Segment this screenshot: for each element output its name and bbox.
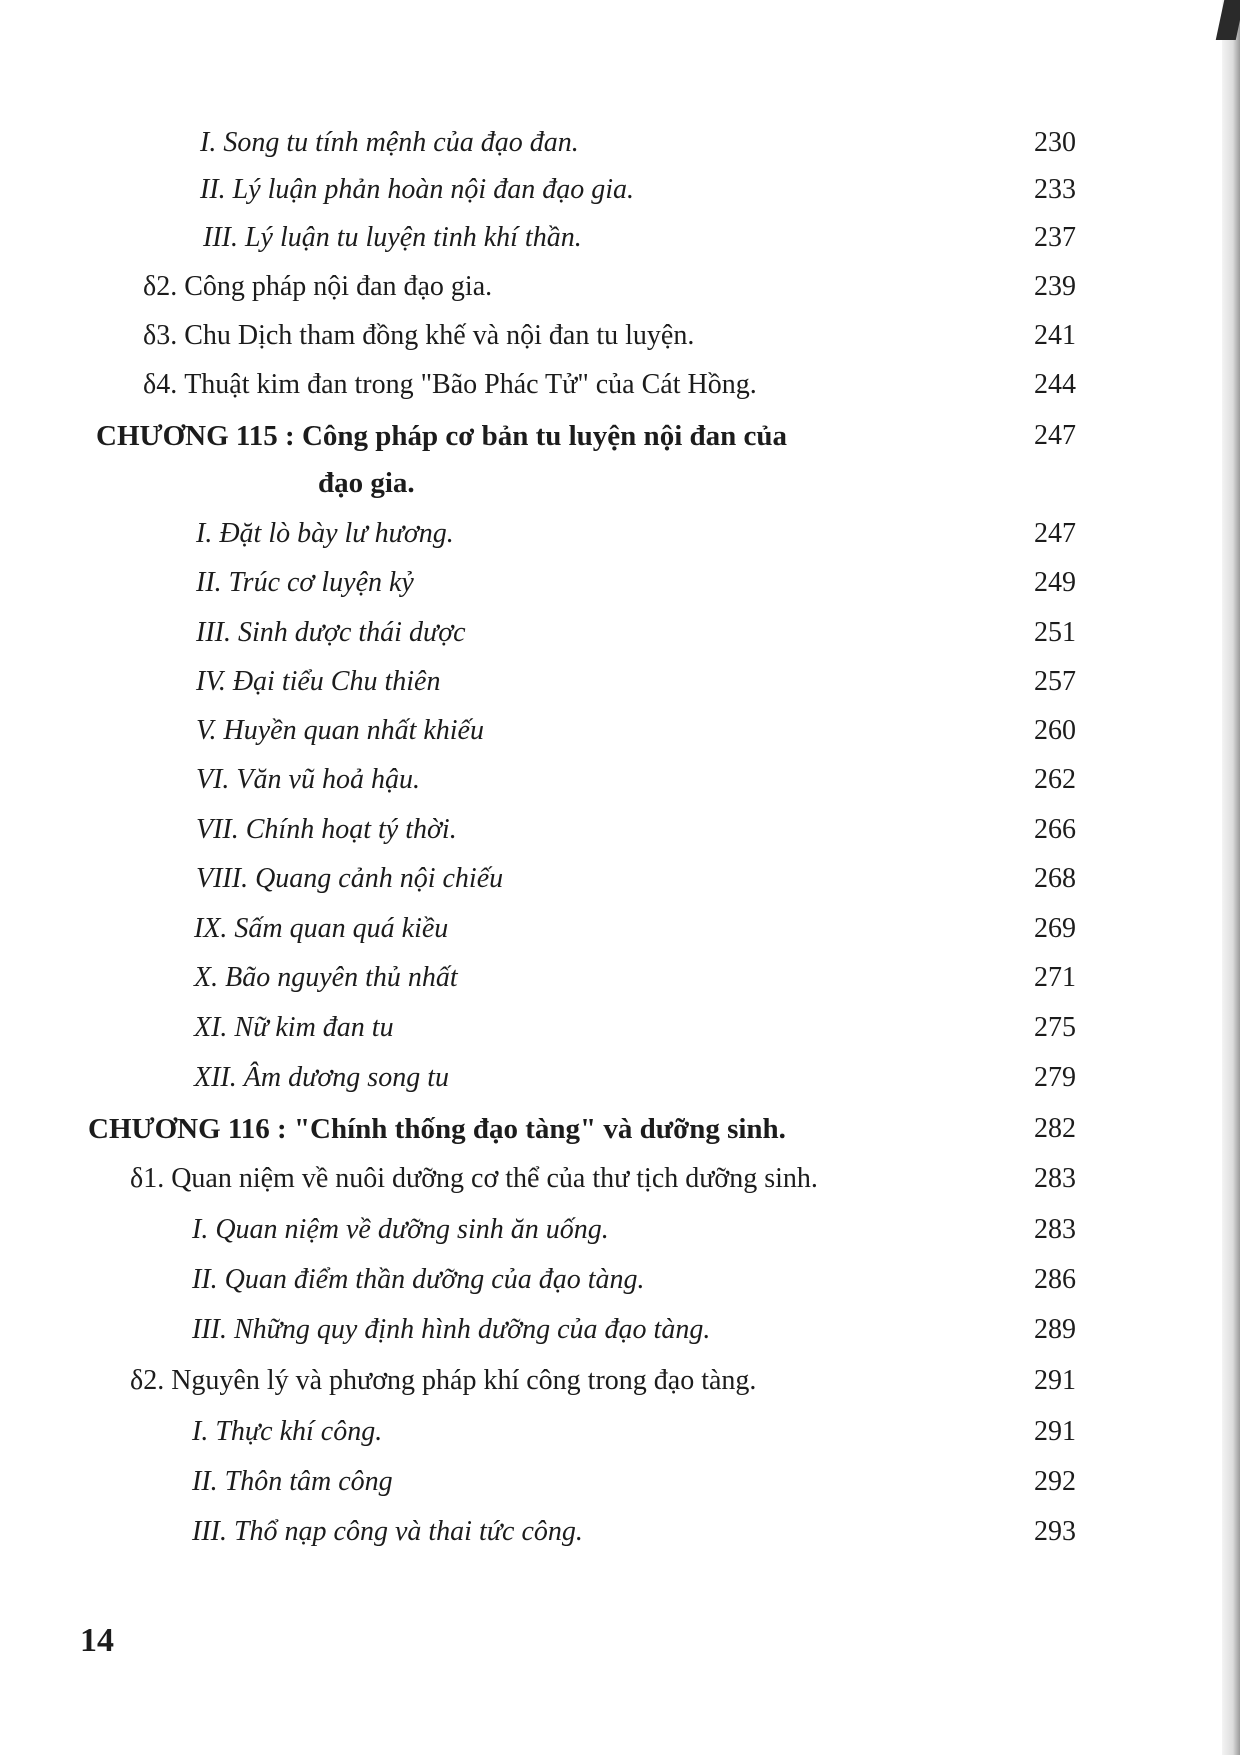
- page-number: 14: [80, 1622, 114, 1659]
- toc-entry: [0, 906, 1240, 952]
- toc-entry-page: 257: [1034, 666, 1076, 697]
- toc-chapter-title-cont: đạo gia.: [318, 467, 415, 499]
- toc-entry: [0, 708, 1240, 754]
- toc-entry-title: VI. Văn vũ hoả hậu.: [196, 764, 420, 795]
- toc-entry-title: II. Lý luận phản hoàn nội đan đạo gia.: [200, 174, 634, 205]
- toc-entry-title: IV. Đại tiểu Chu thiên: [196, 666, 441, 697]
- toc-entry-page: 282: [1034, 1113, 1076, 1144]
- toc-entry-page: 233: [1034, 174, 1076, 205]
- toc-entry: [0, 1459, 1240, 1505]
- toc-entry: [0, 856, 1240, 902]
- toc-entry: [0, 120, 1240, 166]
- toc-entry: [0, 807, 1240, 853]
- toc-entry-page: 289: [1034, 1314, 1076, 1345]
- toc-entry: [0, 659, 1240, 705]
- toc-chapter-continuation: [0, 460, 1240, 506]
- toc-entry-page: 291: [1034, 1416, 1076, 1447]
- toc-entry-title: δ1. Quan niệm về nuôi dưỡng cơ thể của thư tịch dưỡng sinh.: [130, 1163, 818, 1194]
- toc-entry-page: 247: [1034, 518, 1076, 549]
- toc-entry-page: 241: [1034, 320, 1076, 351]
- toc-entry: [0, 560, 1240, 606]
- toc-entry: [0, 264, 1240, 310]
- toc-entry: [0, 1307, 1240, 1353]
- toc-entry-page: 279: [1034, 1062, 1076, 1093]
- toc-entry-title: III. Thổ nạp công và thai tức công.: [192, 1516, 583, 1547]
- toc-entry-title: V. Huyền quan nhất khiếu: [196, 715, 484, 746]
- toc-entry-page: 237: [1034, 222, 1076, 253]
- toc-entry-title: I. Đặt lò bày lư hương.: [196, 518, 454, 549]
- toc-entry-page: 283: [1034, 1214, 1076, 1245]
- toc-entry-title: δ2. Công pháp nội đan đạo gia.: [143, 271, 493, 302]
- toc-entry-title: δ2. Nguyên lý và phương pháp khí công trong đạo tàng.: [130, 1365, 757, 1396]
- toc-entry-title: III. Sinh dược thái dược: [196, 617, 466, 648]
- toc-entry-page: 244: [1034, 369, 1076, 400]
- toc-entry: [0, 362, 1240, 408]
- toc-entry: [0, 955, 1240, 1001]
- toc-entry-page: 268: [1034, 863, 1076, 894]
- toc-entry: [0, 1257, 1240, 1303]
- toc-entry: [0, 313, 1240, 359]
- toc-entry: [0, 1156, 1240, 1202]
- toc-entry-page: 269: [1034, 913, 1076, 944]
- toc-entry-title: III. Lý luận tu luyện tinh khí thần.: [203, 222, 582, 253]
- toc-entry-page: 239: [1034, 271, 1076, 302]
- toc-entry-page: 292: [1034, 1466, 1076, 1497]
- toc-entry-page: 249: [1034, 567, 1076, 598]
- toc-entry-page: 266: [1034, 814, 1076, 845]
- toc-entry-title: IX. Sấm quan quá kiều: [194, 913, 449, 944]
- toc-chapter-title: CHƯƠNG 115 : Công pháp cơ bản tu luyện nội đan của: [96, 420, 788, 452]
- toc-entry-page: 293: [1034, 1516, 1076, 1547]
- toc-entry-title: II. Trúc cơ luyện kỷ: [196, 567, 414, 598]
- toc-entry-title: II. Quan điểm thần dưỡng của đạo tàng.: [192, 1264, 645, 1295]
- toc-entry: [0, 1207, 1240, 1253]
- toc-entry: [0, 610, 1240, 656]
- toc-entry-title: I. Thực khí công.: [192, 1416, 383, 1447]
- toc-entry-page: 247: [1034, 420, 1076, 451]
- toc-entry: [0, 1358, 1240, 1404]
- toc-entry-title: XI. Nữ kim đan tu: [194, 1012, 394, 1043]
- toc-entry: [0, 1509, 1240, 1555]
- toc-entry: [0, 1005, 1240, 1051]
- toc-entry-page: 260: [1034, 715, 1076, 746]
- toc-chapter-title: CHƯƠNG 116 : "Chính thống đạo tàng" và dưỡng sinh.: [88, 1113, 786, 1145]
- toc-entry-title: X. Bão nguyên thủ nhất: [194, 962, 458, 993]
- toc-entry: [0, 215, 1240, 261]
- toc-entry-title: VIII. Quang cảnh nội chiếu: [196, 863, 504, 894]
- toc-entry-page: 251: [1034, 617, 1076, 648]
- toc-chapter: [0, 413, 1240, 459]
- toc-entry: [0, 757, 1240, 803]
- toc-entry-page: 271: [1034, 962, 1076, 993]
- toc-entry-page: 230: [1034, 127, 1076, 158]
- toc-entry-title: XII. Âm dương song tu: [194, 1062, 449, 1093]
- toc-entry-title: I. Quan niệm về dưỡng sinh ăn uống.: [192, 1214, 609, 1245]
- toc-entry-title: III. Những quy định hình dưỡng của đạo tàng.: [192, 1314, 711, 1345]
- toc-entry-title: II. Thôn tâm công: [192, 1466, 393, 1497]
- toc-entry-page: 275: [1034, 1012, 1076, 1043]
- corner-mark: [1216, 0, 1240, 40]
- toc-entry-page: 283: [1034, 1163, 1076, 1194]
- toc-entry-page: 291: [1034, 1365, 1076, 1396]
- toc-chapter: [0, 1106, 1240, 1152]
- toc-entry-title: δ4. Thuật kim đan trong "Bão Phác Tử" của Cát Hồng.: [143, 369, 757, 400]
- toc-entry: [0, 511, 1240, 557]
- toc-entry-page: 286: [1034, 1264, 1076, 1295]
- toc-entry: [0, 1409, 1240, 1455]
- toc-entry-title: I. Song tu tính mệnh của đạo đan.: [200, 127, 579, 158]
- toc-entry: [0, 167, 1240, 213]
- toc-entry-title: VII. Chính hoạt tý thời.: [196, 814, 457, 845]
- toc-entry: [0, 1055, 1240, 1101]
- toc-entry-title: δ3. Chu Dịch tham đồng khế và nội đan tu luyện.: [143, 320, 695, 351]
- toc-entry-page: 262: [1034, 764, 1076, 795]
